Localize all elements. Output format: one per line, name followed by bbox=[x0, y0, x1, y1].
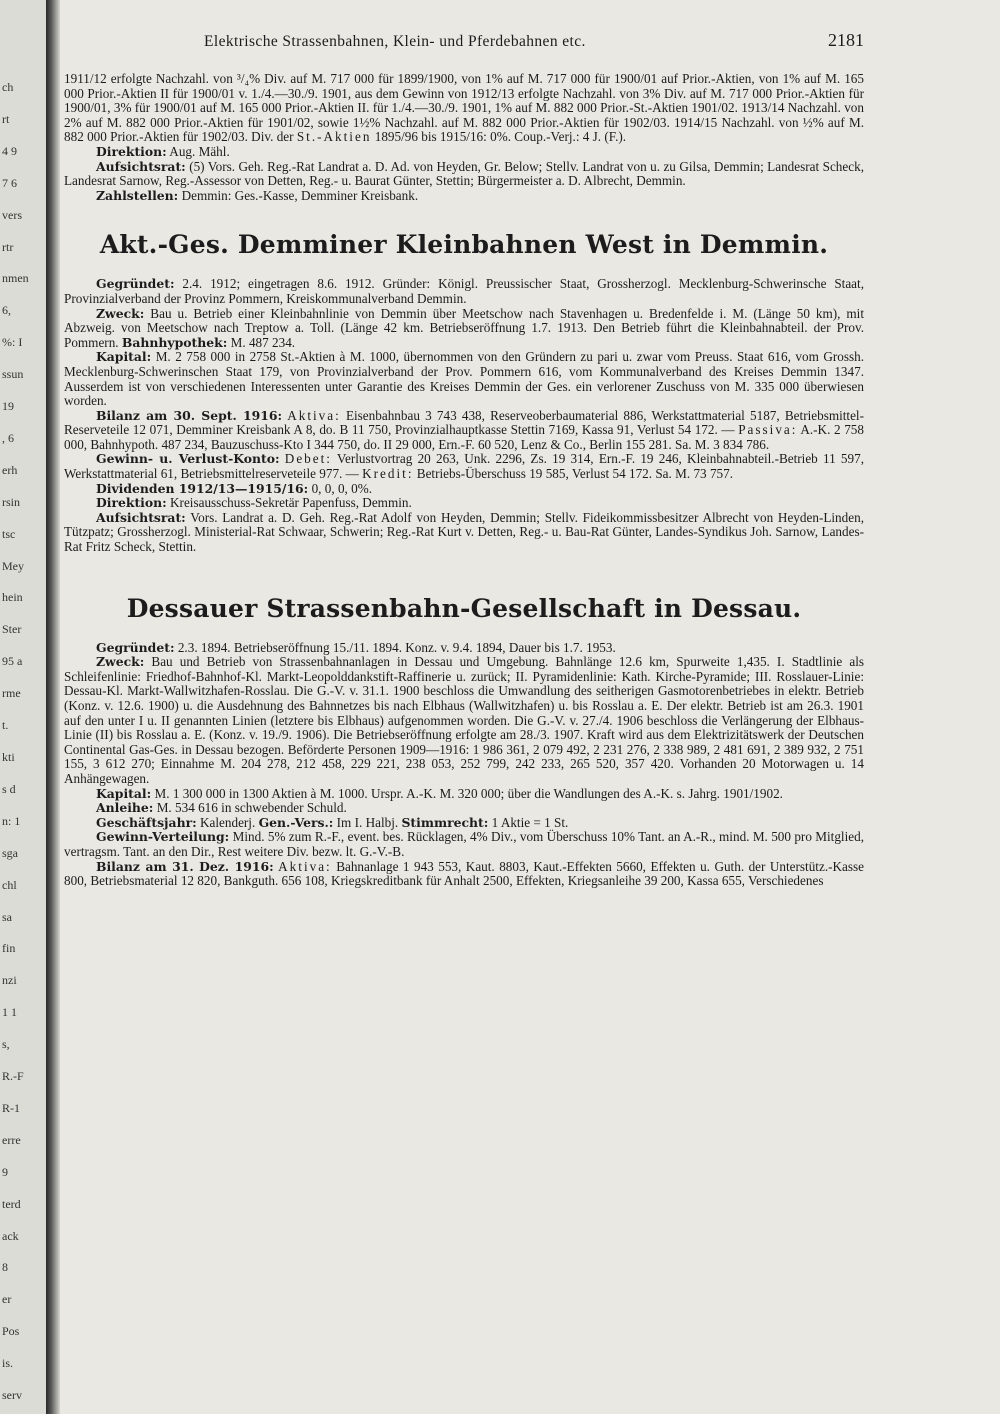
entry2-kapital: Kapital: M. 1 300 000 in 1300 Aktien à M. 1000. Urspr. A.-K. M. 320 000; über die Wandlungen des A.-K. s. Jahrg. 1901/1902. bbox=[96, 785, 783, 801]
adjacent-page-margin bbox=[0, 0, 52, 1414]
entry-heading-dessauer: Dessauer Strassenbahn-Gesellschaft in Dessau. bbox=[126, 593, 802, 623]
entry1-gegruendet: Gegründet: 2.4. 1912; eingetragen 8.6. 1912. Gründer: Königl. Preussischer Staat, Grossherzogl. Mecklenburg-Schwerinsche Staat, Provinzialverband der Provinz Pommern, Kreiskommunalverband Demmin. bbox=[64, 276, 864, 306]
entry1-zweck: Zweck: Bau u. Betrieb einer Kleinbahnlinie von Demmin über Meetschow nach Stavenhagen u. Bredenfelde i. M. (Länge 50 km), mit Abzweig. von Meetschow nach Treptow a. Toll. (Länge 42 km. Betriebseröffnung 1.7. 1913. Den Betrieb führt die Kleinbahnabteil. der Prov. Pommern. Bahnhypothek: M. 487 234. bbox=[64, 305, 864, 350]
entry2-geschaeftsjahr: Geschäftsjahr: Kalenderj. Gen.-Vers.: Im I. Halbj. Stimmrecht: 1 Aktie = 1 St. bbox=[96, 814, 569, 830]
page-body bbox=[64, 72, 864, 889]
margin-fragment: s, bbox=[2, 1037, 10, 1051]
margin-fragment: tsc bbox=[2, 527, 16, 541]
book-page bbox=[64, 0, 984, 1414]
margin-fragment: hein bbox=[2, 590, 23, 604]
entry2-gewinn-verteilung: Gewinn-Verteilung: Mind. 5% zum R.-F., event. bes. Rücklagen, 4% Div., vom Überschuss 10% Tant. an A.-R., mind. M. 500 pro Mitglied, vertragsm. Tant. an den Dir., Rest weitere Div. bezw. lt. G.-V.-B. bbox=[64, 829, 864, 859]
margin-fragment: serv bbox=[2, 1388, 22, 1402]
entry1-aufsichtsrat: Aufsichtsrat: Vors. Landrat a. D. Geh. Reg.-Rat Adolf von Heyden, Demmin; Stellv. Fideikommissbesitzer Albrecht von Heyden-Linden, Tützpatz; Grossherzogl. Ministerial-Rat Schwaar, Schwerin; Reg.-Rat Kurt v. Detten, Reg.- u. Bau-Rat Günter, Landes-Syndikus Joh. Sarnow, Landes-Rat Fritz Scheck, Stettin. bbox=[64, 509, 864, 555]
margin-fragment: ch bbox=[2, 80, 14, 94]
margin-fragment: rsin bbox=[2, 495, 20, 509]
margin-fragment: terd bbox=[2, 1197, 21, 1211]
margin-fragment: rtr bbox=[2, 240, 14, 254]
margin-fragment: nzi bbox=[2, 973, 17, 987]
margin-fragment: erre bbox=[2, 1133, 21, 1147]
margin-fragment: 6, bbox=[2, 303, 11, 317]
margin-fragment: rme bbox=[2, 686, 21, 700]
entry1-kapital: Kapital: M. 2 758 000 in 2758 St.-Aktien à M. 1000, übernommen von den Gründern zu pari u. zwar vom Preuss. Staat 616, vom Grossh. Mecklenburg-Schwerinschen Staat 179, von Provinzialverband der Prov. Pommern 616, vom Kommunalverband des Kreises Demmin 1347. Ausserdem ist von verschiedenen Interessenten unter Garantie des Kreises Demmin der Ges. ein verlorener Zuschuss von M. 335 000 überwiesen worden. bbox=[64, 349, 864, 409]
margin-fragment: Ster bbox=[2, 622, 22, 636]
entry2-zweck: Zweck: Bau und Betrieb von Strassenbahnanlagen in Dessau und Umgebung. Bahnlänge 12.6 km, Spurweite 1,435. I. Stadtlinie als Schleifenlinie: Friedhof-Bahnhof-Kl. Markt-Leopolddankstift-Raffinerie u. zurück; II. Pyramidenlinie: Kath. Kirche-Pyramide; III. Rosslauer-Linie: Dessau-Kl. Markt-Wallwitzhafen-Rosslau. Die G.-V. v. 31.1. 1900 beschloss die Umwandlung des seitherigen Gasmotorenbetriebes in elektr. Betrieb (Konz. v. 12.6. 1900) u. die Ausdehnung des Bahnnetzes bis nach Elbhaus (Wallwitzhafen) u. bis Rosslau a. E. Der elektr. Betrieb ist am 26.3. 1901 auf den unter I u. II genannten Linien (letztere bis Elbhaus) aufgenommen worden. Die G.-V. v. 27./4. 1906 beschloss die Verlängerung der Elbhaus-Linie (II) bis Rosslau a. E. (Konz. v. 19./9. 1906). Die Betriebseröffnung erfolgte am 28./3. 1907. Kraft wird aus dem Elektrizitätswerk der Deutschen Continental Gas-Ges. in Dessau bezogen. Beförderte Personen 1909—1916: 1 986 361, 2 079 492, 2 231 276, 2 338 989, 2 481 691, 2 389 932, 2 751 155, 3 612 270; Einnahme M. 204 278, 212 458, 229 221, 238 053, 252 799, 242 233, 265 520, 357 420. Vorhanden 20 Motorwagen u. 14 Anhängewagen. bbox=[64, 654, 864, 786]
margin-fragment: 4 9 bbox=[2, 144, 17, 158]
margin-fragment: R.-F bbox=[2, 1069, 24, 1083]
margin-fragment: n: 1 bbox=[2, 814, 21, 828]
entry1-bilanz: Bilanz am 30. Sept. 1916: Aktiva: Eisenbahnbau 3 743 438, Reserveoberbaumaterial 886, Werkstattmaterial 5187, Betriebsmittel-Reserveteile 12 071, Demminer Kreisbank A 8, do. B 11 750, Provinzialhauptkasse Stettin 7169, Kassa 91, Verlust 54 172. — Passiva: A.-K. 2 758 000, Bahnhypoth. 487 234, Bauzuschuss-Kto I 344 750, do. II 29 000, Ern.-F. 60 520, Lenz & Co., Berlin 155 281. Sa. M. 3 834 786. bbox=[64, 407, 864, 452]
entry1-direktion: Direktion: Kreisausschuss-Sekretär Papenfuss, Demmin. bbox=[96, 495, 412, 511]
entry-heading-demminer: Akt.-Ges. Demminer Kleinbahnen West in Demmin. bbox=[99, 230, 829, 260]
margin-fragment: Pos bbox=[2, 1324, 20, 1338]
margin-fragment: R-1 bbox=[2, 1101, 20, 1115]
margin-fragment: vers bbox=[2, 208, 22, 222]
margin-fragment: s d bbox=[2, 782, 16, 796]
margin-fragment: 9 bbox=[2, 1165, 8, 1179]
entry1-dividenden: Dividenden 1912/13—1915/16: 0, 0, 0, 0%. bbox=[96, 480, 373, 496]
margin-fragment: fin bbox=[2, 941, 16, 955]
book-gutter-shadow bbox=[46, 0, 60, 1414]
margin-fragment: nmen bbox=[2, 271, 29, 285]
prev-entry-zahlstellen: Zahlstellen: Demmin: Ges.-Kasse, Demminer Kreisbank. bbox=[96, 187, 419, 203]
margin-fragment: is. bbox=[2, 1356, 14, 1370]
entry2-gegruendet: Gegründet: 2.3. 1894. Betriebseröffnung 15./11. 1894. Konz. v. 9.4. 1894, Dauer bis 1.7. 1953. bbox=[96, 639, 616, 655]
margin-fragment: ssun bbox=[2, 367, 24, 381]
entry2-bilanz: Bilanz am 31. Dez. 1916: Aktiva: Bahnanlage 1 943 553, Kaut. 8803, Kaut.-Effekten 5660, Effekten u. Guth. der Unterstütz.-Kasse 800, Betriebsmaterial 12 820, Bankguth. 656 108, Kriegskreditbank für Anhalt 2500, Effekten, Kriegsanleihe 39 200, Kassa 655, Verschiedenes bbox=[64, 858, 865, 889]
margin-fragment: er bbox=[2, 1292, 12, 1306]
margin-fragment: 95 a bbox=[2, 654, 23, 668]
margin-fragment: sga bbox=[2, 846, 18, 860]
margin-fragment: , 6 bbox=[2, 431, 14, 445]
margin-fragment: %: I bbox=[2, 335, 23, 349]
margin-fragment: erh bbox=[2, 463, 18, 477]
page-number: 2181 bbox=[828, 30, 864, 50]
margin-fragment: chl bbox=[2, 878, 17, 892]
entry1-gewinn-verlust: Gewinn- u. Verlust-Konto: Debet: Verlustvortrag 20 263, Unk. 2296, Zs. 19 314, Ern.-F. 19 246, Kleinbahnabteil.-Betrieb 11 597, Werkstattmaterial 61, Betriebsmittelreserveteile 977. — Kredit: Betriebs-Überschuss 19 585, Verlust 54 172. Sa. M. 73 757. bbox=[64, 451, 864, 482]
margin-fragment: 8 bbox=[2, 1260, 8, 1274]
prev-entry-direktion: Direktion: Aug. Mähl. bbox=[96, 143, 230, 159]
margin-fragment: sa bbox=[2, 910, 12, 924]
margin-fragment: kti bbox=[2, 750, 15, 764]
margin-fragment: 1 1 bbox=[2, 1005, 17, 1019]
margin-fragment: 7 6 bbox=[2, 176, 17, 190]
margin-fragment: Mey bbox=[2, 559, 24, 573]
running-head bbox=[64, 30, 864, 51]
entry2-anleihe: Anleihe: M. 534 616 in schwebender Schuld. bbox=[96, 800, 347, 816]
margin-fragment: ack bbox=[2, 1229, 19, 1243]
margin-fragment: t. bbox=[2, 718, 9, 732]
margin-fragment: 19 bbox=[2, 399, 14, 413]
prev-entry-aufsichtsrat: Aufsichtsrat: (5) Vors. Geh. Reg.-Rat Landrat a. D. Ad. von Heyden, Gr. Below; Stellv. Landrat von u. zu Gilsa, Demmin; Landesrat Scheck, Landesrat Sarnow, Reg.-Assessor von Detten, Reg.- u. Baurat Günter, Stettin; Bürgermeister a. D. Albrecht, Demmin. bbox=[64, 158, 864, 189]
margin-fragment: rt bbox=[2, 112, 10, 126]
running-head-title: Elektrische Strassenbahnen, Klein- und Pferdebahnen etc. bbox=[204, 33, 586, 50]
prev-entry-dividends: 1911/12 erfolgte Nachzahl. von ³/₄% Div. auf M. 717 000 für 1899/1900, von 1% auf M. 717 000 für 1900/01 auf Prior.-Aktien, von 1% auf M. 165 000 Prior.-Aktien II für 1900/01 v. 1./4.—30./9. 1901, aus dem Gewinn von 1912/13 erfolgte Nachzahl. von 3% Div. auf M. 717 000 Prior.-Aktien für 1900/01, 3% für 1900/01 auf M. 165 000 Prior.-Aktien II. für 1./4.—30./9. 1901, 1% auf M. 882 000 Prior.-St.-Aktien 1901/02. 1913/14 Nachzahl. von 2% auf M. 882 000 Prior.-Aktien für 1901/02, sowie 1½% Nachzahl. auf M. 882 000 Prior.-Aktien für 1902/03. 1914/15 Nachzahl. von ½% auf M. 882 000 Prior.-Aktien für 1902/03. Div. der St.-Aktien 1895/96 bis 1915/16: 0%. Coup.-Verj.: 4 J. (F.). bbox=[64, 71, 864, 145]
